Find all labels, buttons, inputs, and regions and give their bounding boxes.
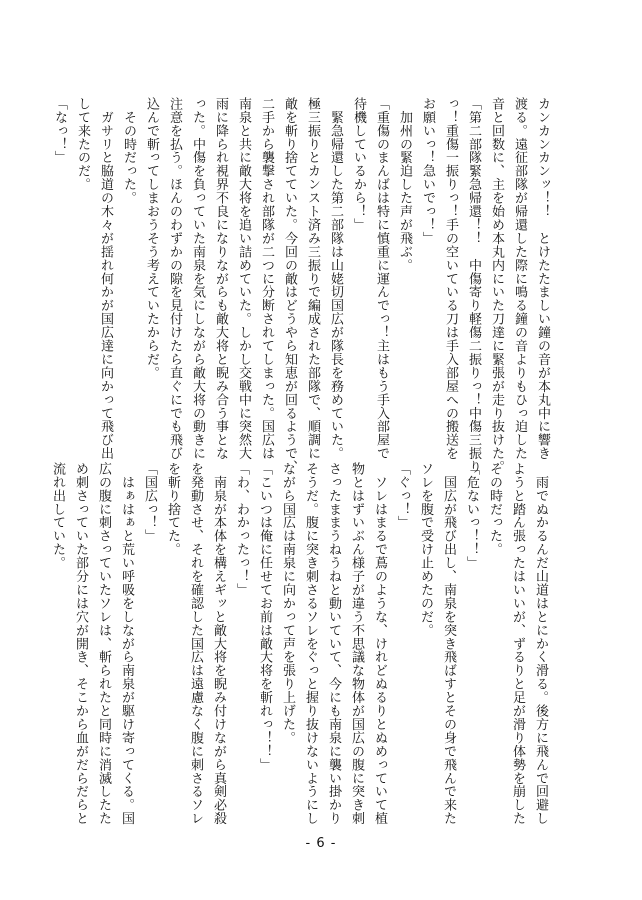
text-line: 流れ出していた。: [50, 462, 65, 570]
text-line: を斬り捨てた。: [165, 462, 180, 557]
text-line: 「わ、わかったっ！」: [234, 462, 249, 597]
text-line: を発動させ、それを確認した国広は遠慮なく腹に刺さるソレ: [188, 462, 203, 826]
text-line: 「国広っ！」: [142, 462, 157, 543]
text-line: 音と回数に、主を始め本丸内にいた刀達に緊張が走り抜けた。: [489, 97, 504, 474]
text-line: 南泉と共に敵大将を追い詰めていた。しかし交戦中に突然大: [236, 97, 251, 461]
text-line: 「なっ！」: [52, 97, 67, 165]
text-line: して来たのだ。: [75, 97, 90, 192]
text-line: ソレはまるで蔦のような、けれどぬるりとぬめっていて植: [372, 462, 387, 826]
text-line: 待機しているから！」: [351, 97, 366, 232]
text-line: はぁはぁと荒い呼吸をしながら南泉が駆け寄ってくる。国: [119, 462, 134, 826]
text-line: っ！重傷一振りっ！手の空いている刀は手入部屋への搬送を: [443, 97, 458, 461]
text-line: ガサリと脇道の木々が揺れ何かが国広達に向かって飛び出: [98, 97, 113, 461]
text-line: 「こいつは俺に任せてお前は敵大将を斬れっ！！」: [257, 462, 272, 772]
text-line: そうだ。腹に突き刺さるソレをぐっと握り抜けないようにし: [303, 462, 318, 826]
text-line: った。中傷を負っていた南泉を気にしながら敵大将の動きに: [190, 97, 205, 461]
text-line: 「重傷のまんばは特に慎重に運んでっ！主はもう手入部屋で: [374, 97, 389, 461]
text-line: 国広が飛び出し、南泉を突き飛ばすとその身で飛んで来た: [441, 462, 456, 826]
text-line: 込んで斬ってしまおうそう考えていたからだ。: [144, 97, 159, 380]
text-line: 「ぐっ！」: [395, 462, 410, 530]
text-line: 「危ないっ！！」: [464, 462, 479, 570]
text-line: カンカンカンッ！！ とけたたましい鐘の音が本丸中に響き: [535, 97, 550, 461]
text-line: 雨に降られ視界不良になりながらも敵大将と睨み合う事とな: [213, 97, 228, 461]
text-line: ながら国広は南泉に向かって声を張り上げた。: [280, 462, 295, 745]
text-line: 二手から襲撃され部隊が二つに分断されてしまった。国広は: [259, 97, 274, 461]
text-line: め刺さっていた部分には穴が開き、そこから血がだらだらと: [73, 462, 88, 826]
text-line: ソレを腹で受け止めたのだ。: [418, 462, 433, 637]
text-line: 南泉が本体を構えギッと敵大将を睨み付けながら真剣必殺: [211, 462, 226, 826]
page-number: - 6 -: [305, 836, 337, 851]
text-line: お願いっ！急いでっ！」: [420, 97, 435, 245]
text-column-bottom: [50, 462, 552, 826]
text-line: その時だった。: [121, 97, 136, 205]
text-line: さったままうねうねと動いていて、今にも南泉に襲い掛かり: [326, 462, 341, 826]
text-line: 渡る。遠征部隊が帰還した際に鳴る鐘の音よりもひっ迫した: [512, 97, 527, 461]
text-line: ようと踏ん張ったはいいが、ずるりと足が滑り体勢を崩した: [510, 462, 525, 826]
text-line: 雨でぬかるんだ山道はとにかく滑る。後方に飛んで回避し: [533, 462, 548, 826]
text-line: 極三振りとカンスト済み三振りで編成された部隊で、順調に: [305, 97, 320, 461]
text-line: 「第二部隊緊急帰還！！ 中傷寄り軽傷二振りっ！中傷三振り: [466, 97, 481, 474]
text-line: 注意を払う。ほんのわずかの隙を見付けたら直ぐにでも飛び: [167, 97, 182, 461]
text-line: 加州の緊迫した声が飛ぶ。: [397, 97, 412, 272]
text-line: 緊急帰還した第二部隊は山姥切国広が隊長を務めていた。: [328, 97, 343, 461]
text-column-top: [52, 97, 554, 474]
text-line: 広の腹に刺さっていたソレは、斬られたと同時に消滅したた: [96, 462, 111, 826]
text-line: 敵を斬り捨てていた。今回の敵はどうやら知恵が回るようで、: [282, 97, 297, 474]
text-line: 物とはずいぶん様子が違う不思議な物体が国広の腹に突き刺: [349, 462, 364, 826]
text-line: その時だった。: [487, 462, 502, 557]
